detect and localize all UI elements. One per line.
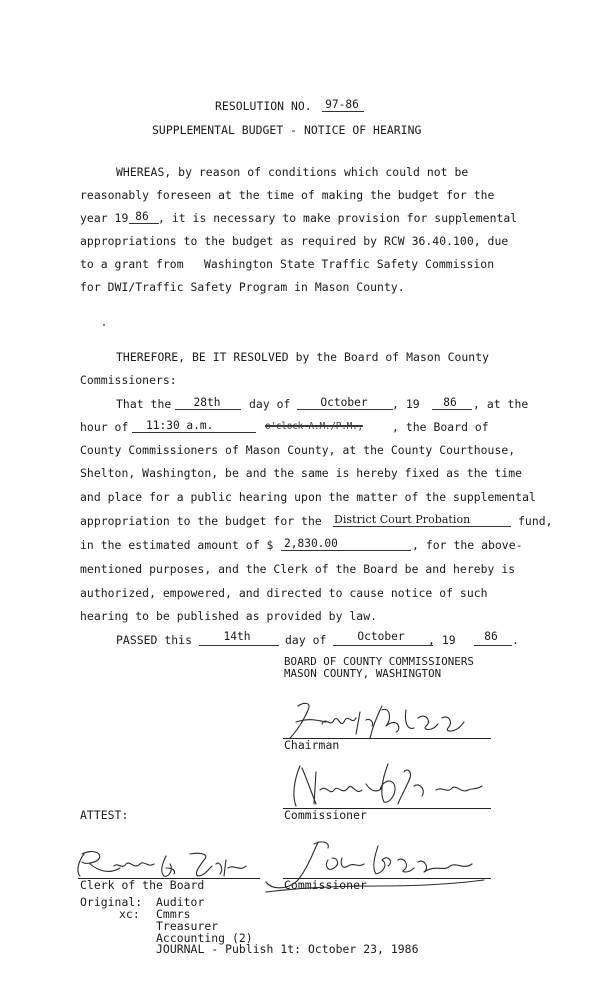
passed-period: .	[512, 633, 519, 647]
clerk-signature	[70, 846, 270, 882]
fund-label: fund,	[518, 514, 553, 528]
day-of-label: day of	[249, 397, 291, 411]
fund-name-underline	[333, 526, 511, 527]
the-board-of-label: , the Board of	[392, 420, 489, 434]
resolved-line-7: and place for a public hearing upon the matter of the supplemental	[80, 490, 536, 504]
clerk-label: Clerk of the Board	[80, 878, 205, 892]
passed-year-underline	[474, 645, 512, 646]
hearing-day: 28th	[193, 396, 221, 409]
budget-year-fill: 86	[135, 210, 149, 223]
passed-day-underline	[199, 645, 279, 646]
resolved-line-11: authorized, empowered, and directed to cause notice of such	[80, 586, 488, 600]
resolved-line-10: mentioned purposes, and the Clerk of the Board be and hereby is	[80, 562, 516, 576]
passed-comma-19-label: , 19	[428, 633, 456, 647]
estimated-amount: 2,830.00	[284, 537, 338, 550]
passed-this-label: PASSED this	[116, 633, 192, 647]
whereas-line-3a: year 19	[80, 211, 129, 225]
whereas-line-3b: , it is necessary to make provision for supplemental	[158, 211, 518, 225]
chairman-signature	[286, 700, 486, 742]
passed-year: 86	[484, 630, 498, 643]
xc-item: Cmmrs	[156, 907, 191, 921]
hearing-year-underline	[432, 409, 472, 410]
resolved-line-9a: in the estimated amount of $	[80, 538, 274, 552]
commissioner-1-signature	[286, 760, 496, 810]
whereas-line-5a: to a grant from	[80, 257, 184, 271]
whereas-line-6: for DWI/Traffic Safety Program in Mason County.	[80, 280, 405, 294]
chairman-label: Chairman	[284, 738, 340, 752]
hearing-time-underline	[132, 432, 256, 433]
original-value: Auditor	[156, 895, 205, 909]
passed-day: 14th	[223, 630, 251, 643]
fund-name: District Court Probation	[334, 513, 471, 526]
resolution-number: 97-86	[325, 98, 359, 111]
document-subtitle: SUPPLEMENTAL BUDGET - NOTICE OF HEARING	[152, 123, 422, 137]
journal-publish-line: JOURNAL - Publish 1t: October 23, 1986	[156, 942, 419, 956]
resolved-line-12: hearing to be published as provided by law.	[80, 609, 378, 623]
whereas-line-1: WHEREAS, by reason of conditions which could not be	[116, 165, 469, 179]
whereas-line-2: reasonably foreseen at the time of making the budget for the	[80, 188, 495, 202]
whereas-line-4: appropriations to the budget as required by RCW 36.40.100, due	[80, 234, 509, 248]
commissioner-1-label: Commissioner	[284, 808, 367, 822]
hearing-month-underline	[297, 409, 393, 410]
xc-label: xc:	[119, 907, 140, 921]
resolution-number-underline	[322, 111, 364, 112]
board-heading-line-1: BOARD OF COUNTY COMMISSIONERS	[284, 655, 474, 668]
struck-out-text: o'clock A.M./P.M.,	[265, 421, 363, 432]
passed-month-underline	[333, 645, 433, 646]
hour-of-label: hour of	[80, 420, 129, 434]
grantor-name: Washington State Traffic Safety Commission	[204, 257, 495, 271]
commissioner-2-label: Commissioner	[284, 878, 367, 892]
resolution-label: RESOLUTION NO.	[215, 99, 312, 113]
attest-label: ATTEST:	[80, 808, 129, 822]
hearing-year: 86	[443, 396, 457, 409]
xc-item: Accounting (2)	[156, 931, 253, 945]
passed-day-of-label: day of	[285, 633, 327, 647]
resolved-line-9b: , for the above-	[412, 538, 523, 552]
resolved-line-5: County Commissioners of Mason County, at the County Courthouse,	[80, 443, 516, 457]
resolved-line-6: Shelton, Washington, be and the same is hereby fixed as the time	[80, 466, 523, 480]
resolved-line-8a: appropriation to the budget for the	[80, 514, 322, 528]
resolved-line-2: Commissioners:	[80, 373, 177, 387]
at-the-label: , at the	[473, 397, 529, 411]
xc-item: Treasurer	[156, 919, 219, 933]
original-label: Original:	[80, 895, 143, 909]
hearing-month: October	[320, 396, 368, 409]
board-heading-line-2: MASON COUNTY, WASHINGTON	[284, 667, 442, 680]
comma-19-label: , 19	[392, 397, 420, 411]
that-the-label: That the	[116, 397, 172, 411]
budget-year-underline	[129, 223, 159, 224]
hearing-time: 11:30 a.m.	[146, 419, 214, 432]
passed-month: October	[357, 630, 405, 643]
hearing-day-underline	[175, 409, 241, 410]
estimated-amount-underline	[281, 550, 411, 551]
resolved-line-1: THEREFORE, BE IT RESOLVED by the Board of Mason County	[116, 350, 490, 364]
stray-mark	[103, 324, 105, 326]
